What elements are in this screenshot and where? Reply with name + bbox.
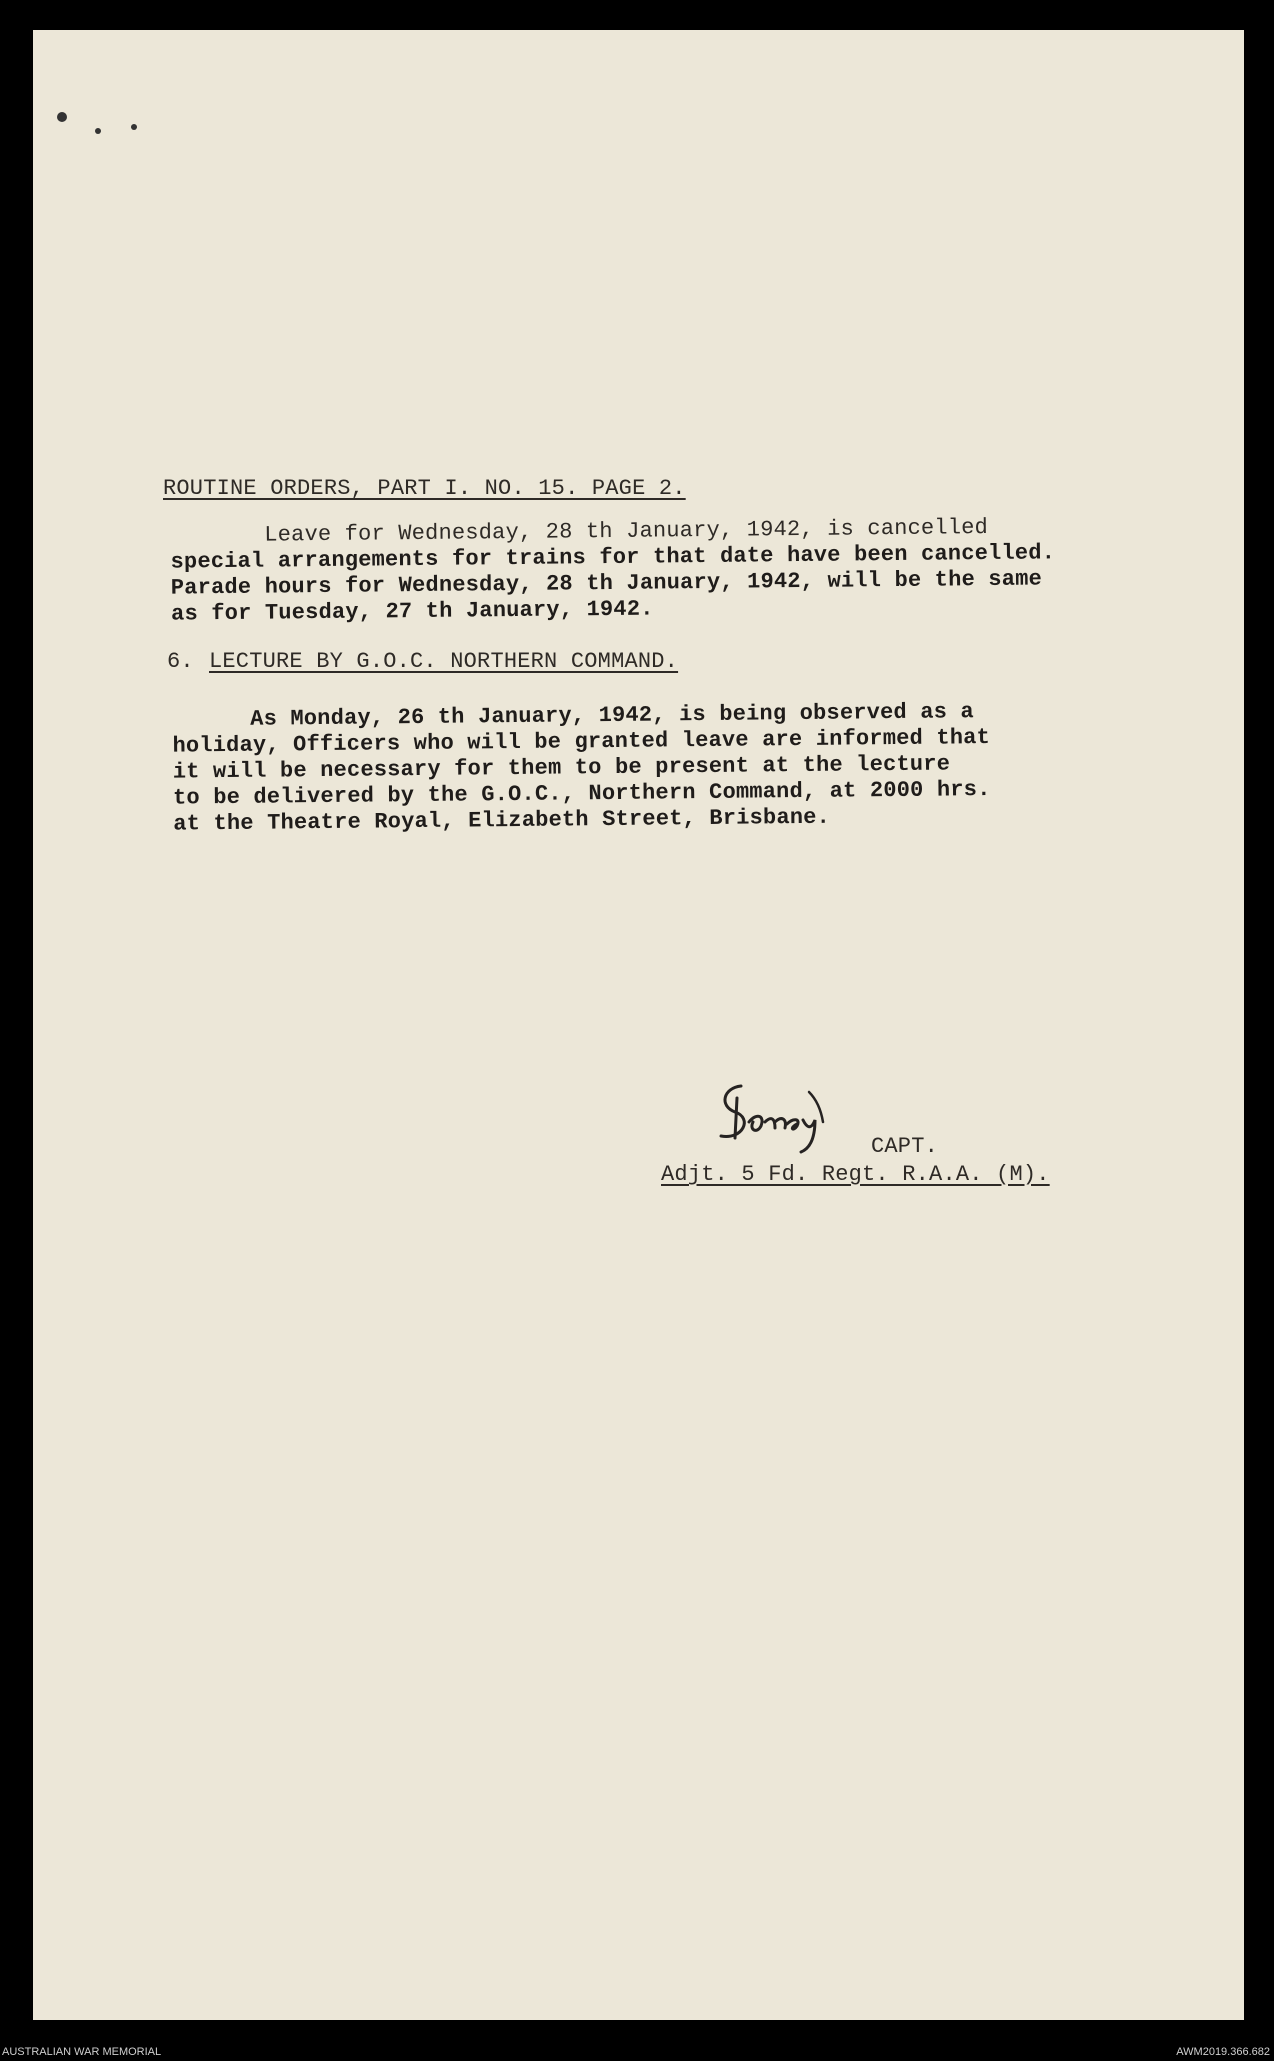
paragraph-line: Leave for Wednesday, 28 th January, 1942, is cancelled xyxy=(264,515,989,548)
section-number: 6. xyxy=(167,649,194,674)
paragraph-line: to be delivered by the G.O.C., Northern Command, at 2000 hrs. xyxy=(172,777,991,811)
paragraph-line: holiday, Officers who will be granted leave are informed that xyxy=(172,725,991,759)
pin-mark xyxy=(131,124,137,130)
pin-mark xyxy=(95,128,101,134)
section-title: LECTURE BY G.O.C. NORTHERN COMMAND. xyxy=(209,649,679,674)
rank-label: CAPT. xyxy=(871,1134,939,1159)
paragraph-line: special arrangements for trains for that date have been cancelled. xyxy=(170,540,1056,575)
signature xyxy=(713,1078,863,1158)
staple-mark xyxy=(57,112,67,122)
footer-source: AUSTRALIAN WAR MEMORIAL xyxy=(2,2046,162,2058)
paragraph-line: as for Tuesday, 27 th January, 1942. xyxy=(170,596,654,627)
paragraph-line: at the Theatre Royal, Elizabeth Street, Brisbane. xyxy=(173,804,831,837)
paragraph-line: it will be necessary for them to be present at the lecture xyxy=(172,751,951,785)
paragraph-line: As Monday, 26 th January, 1942, is being observed as a xyxy=(250,699,975,732)
document-page xyxy=(33,30,1244,2020)
footer-accession-number: AWM2019.366.682 xyxy=(1176,2046,1270,2058)
page-heading: ROUTINE ORDERS, PART I. NO. 15. PAGE 2. xyxy=(163,476,686,501)
paragraph-line: Parade hours for Wednesday, 28 th January, 1942, will be the same xyxy=(170,566,1043,601)
appointment-label: Adjt. 5 Fd. Regt. R.A.A. (M). xyxy=(661,1162,1050,1187)
